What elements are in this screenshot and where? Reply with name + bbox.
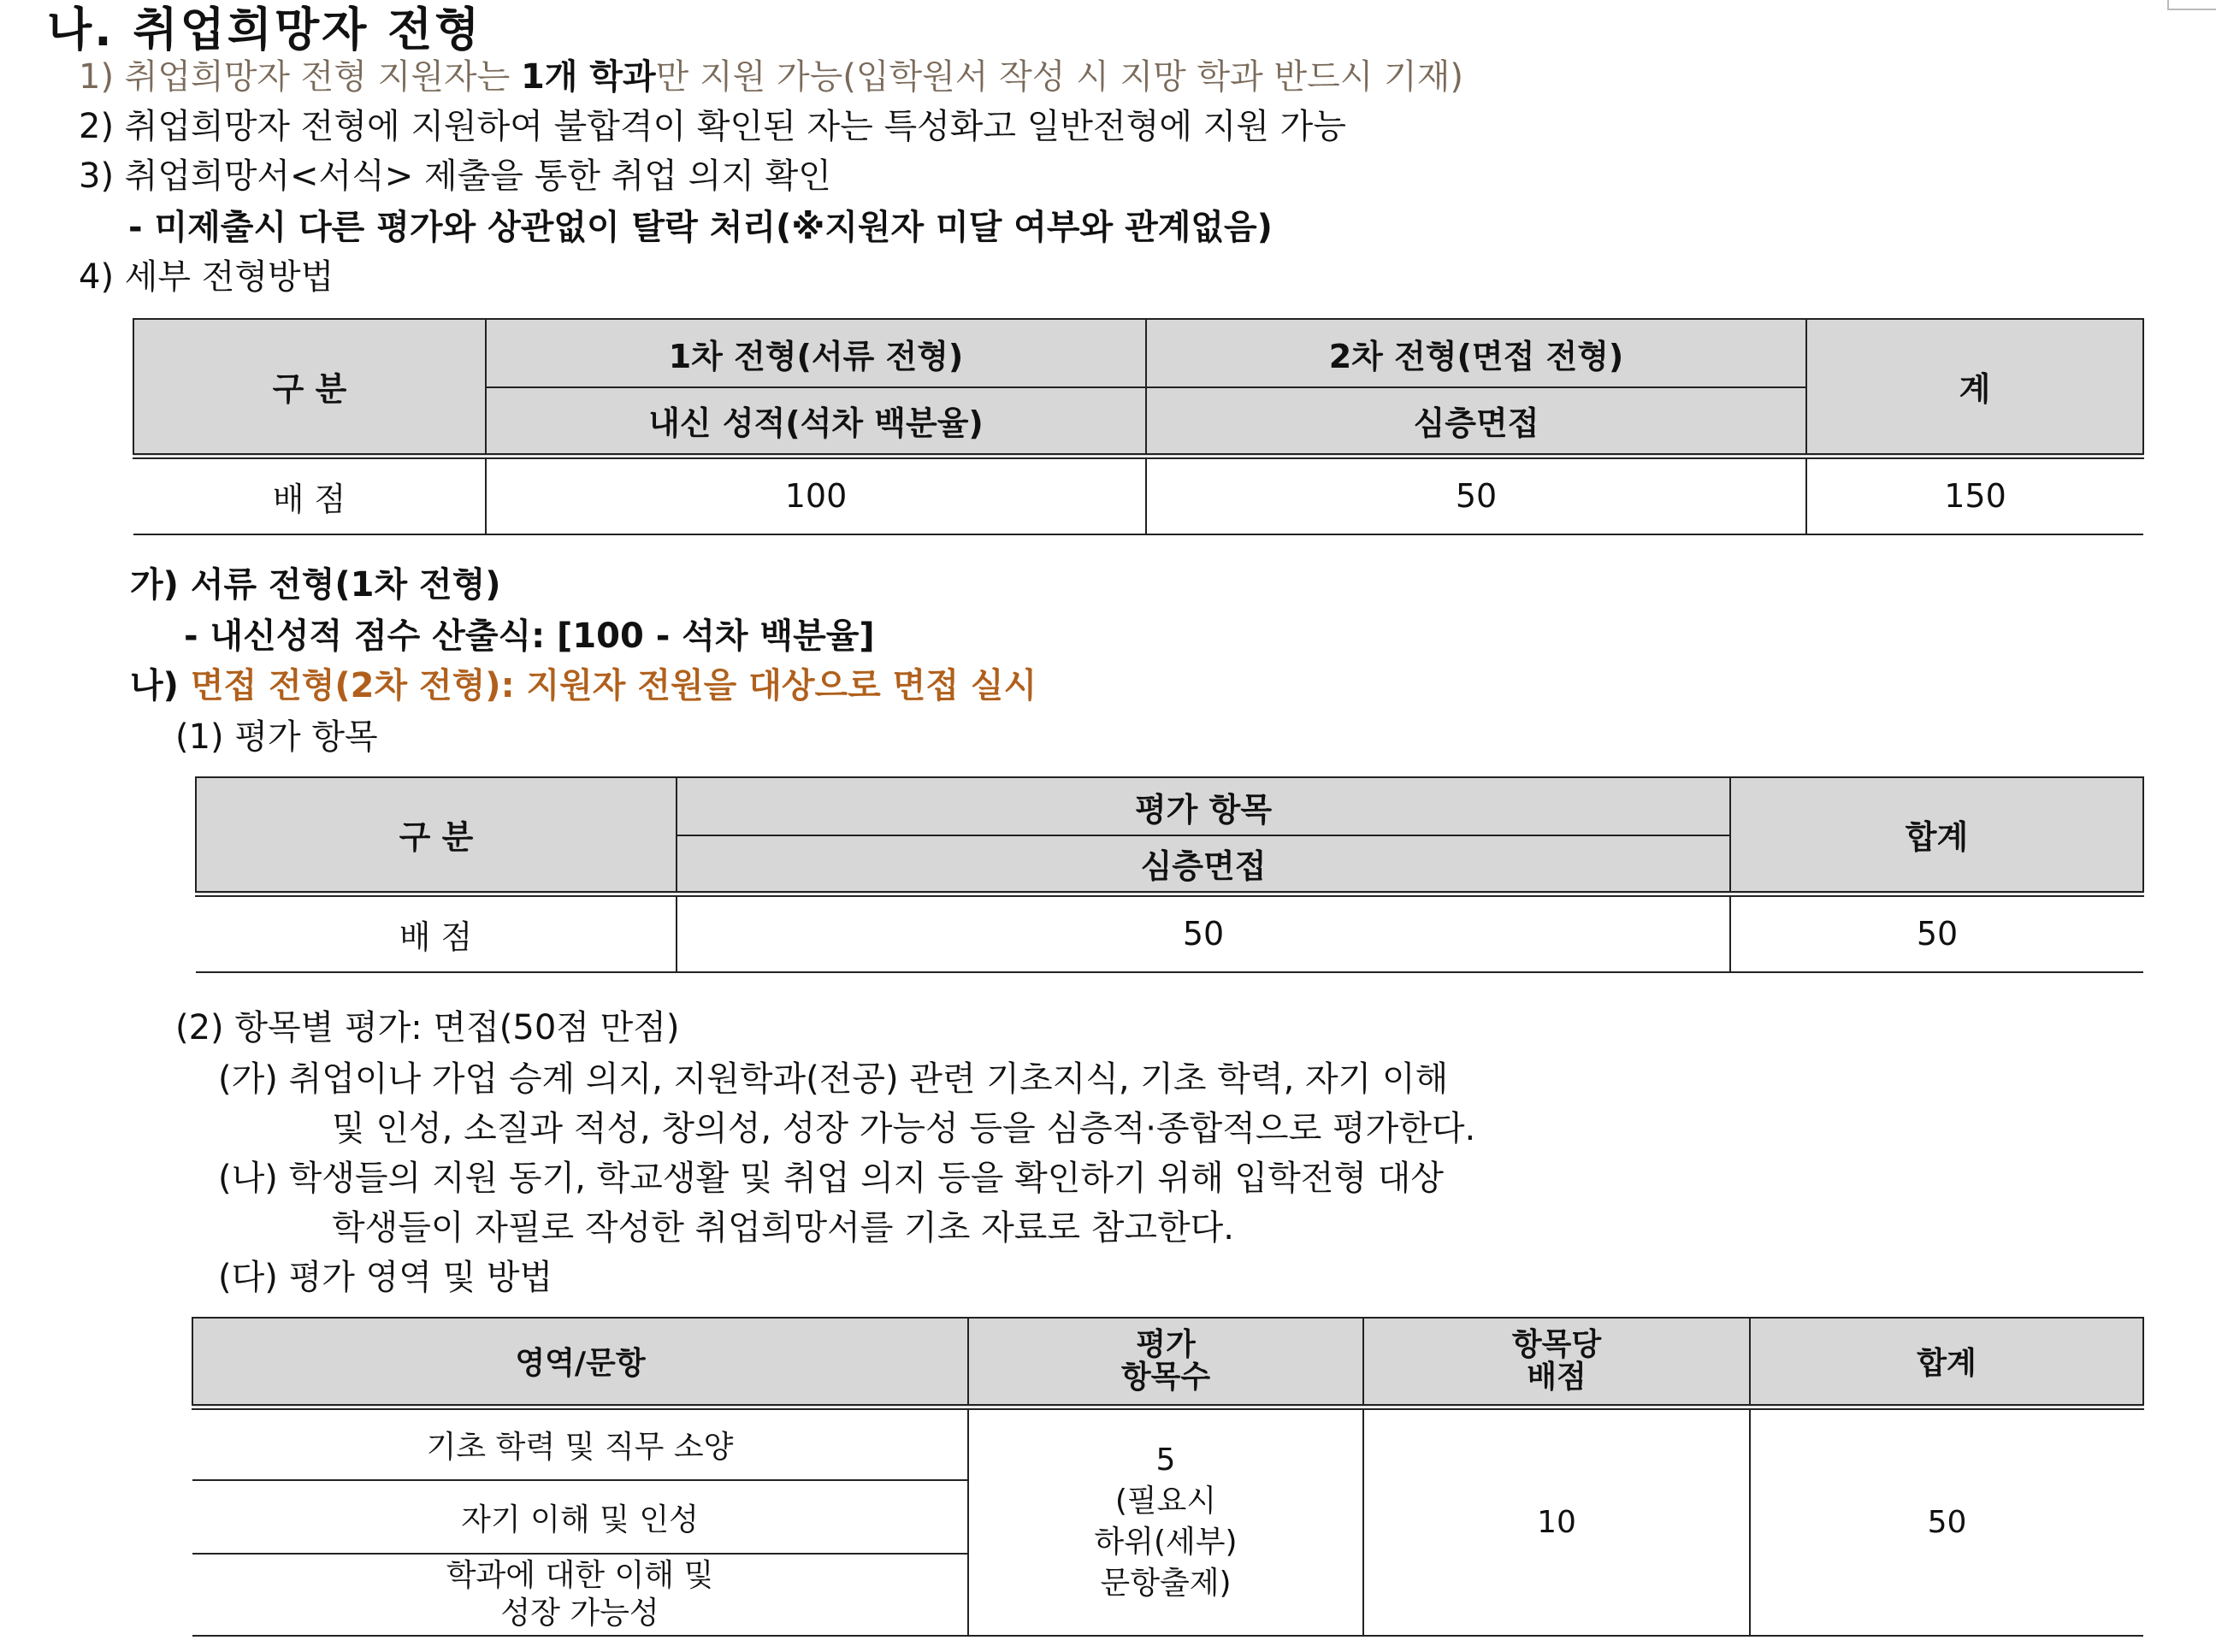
- item-3: 3) 취업희망서<서식> 제출을 통한 취업 의지 확인: [79, 156, 831, 196]
- t2-header-item: 평가 항목: [677, 777, 1730, 835]
- t3-count-2: (필요시: [1114, 1484, 1217, 1519]
- t3-count-1: 5: [1155, 1443, 1176, 1478]
- t3-header-per-2: 배점: [1527, 1359, 1587, 1395]
- t3-count-3: 하위(세부): [1094, 1525, 1238, 1561]
- t1-header-first: 1차 전형(서류 전형): [486, 319, 1146, 387]
- t3-per-cell: 10: [1363, 1407, 1750, 1636]
- t1-header-first-sub: 내신 성적(석차 백분율): [486, 387, 1146, 456]
- item-1-bold: 1개 학과: [520, 57, 656, 97]
- table-evaluation-areas: [192, 1317, 2144, 1637]
- na-prefix: 나): [130, 666, 191, 705]
- t1-header-second: 2차 전형(면접 전형): [1146, 319, 1806, 387]
- eval-title: (2) 항목별 평가: 면접(50점 만점): [175, 1008, 680, 1047]
- eval-ga-line2: 및 인성, 소질과 적성, 창의성, 성장 가능성 등을 심층적·종합적으로 평가한다.: [332, 1109, 1476, 1148]
- table-evaluation-items: [195, 776, 2144, 973]
- t3-header-per: [1363, 1318, 1750, 1407]
- t3-row-2: 자기 이해 및 인성: [192, 1480, 968, 1554]
- t3-header-count-1: 평가: [1136, 1326, 1196, 1362]
- item-1: [79, 50, 1463, 98]
- t3-header-per-1: 항목당: [1511, 1326, 1602, 1362]
- t3-total-cell: 50: [1750, 1407, 2143, 1636]
- t2-header-item-sub: 심층면접: [677, 835, 1730, 894]
- t1-header-second-sub: 심층면접: [1146, 387, 1806, 456]
- t2-row-value: 50: [677, 894, 1730, 972]
- eval-na-line2: 학생들이 자필로 작성한 취업희망서를 기초 자료로 참고한다.: [332, 1208, 1235, 1248]
- t1-row-label: 배 점: [133, 456, 486, 534]
- t1-header-total: 계: [1806, 319, 2143, 456]
- t3-row-1: 기초 학력 및 직무 소양: [192, 1407, 968, 1480]
- t2-header-division: 구 분: [196, 777, 677, 894]
- item-4: 4) 세부 전형방법: [79, 257, 334, 297]
- t3-count-cell: [968, 1407, 1363, 1636]
- t3-count-4: 문항출제): [1100, 1566, 1232, 1602]
- eval-ga-line1: (가) 취업이나 가업 승계 의지, 지원학과(전공) 관련 기초지식, 기초 학력, 자기 이해: [218, 1059, 1449, 1099]
- page-corner-mark: [2167, 0, 2216, 10]
- section-heading: 나. 취업희망자 전형: [47, 3, 482, 56]
- na-sub1: (1) 평가 항목: [175, 717, 378, 757]
- t2-row-label: 배 점: [196, 894, 677, 972]
- ga-formula: - 내신성적 점수 산출식: [100 - 석차 백분율]: [184, 617, 875, 656]
- table-screening-method: [133, 318, 2144, 535]
- t2-header-total: 합계: [1730, 777, 2143, 894]
- item-3-sub: - 미제출시 다른 평가와 상관없이 탈락 처리(※지원자 미달 여부와 관계없음): [128, 208, 1273, 247]
- t1-header-division: 구 분: [133, 319, 486, 456]
- item-1-post: 만 지원 가능(입학원서 작성 시 지망 학과 반드시 기재): [655, 57, 1464, 97]
- t3-header-count-2: 항목수: [1120, 1359, 1211, 1395]
- t1-row-total: 150: [1806, 456, 2143, 534]
- na-heading: [130, 658, 1037, 707]
- t3-row-3: [192, 1554, 968, 1636]
- t3-row-3-line2: 성장 가능성: [500, 1596, 659, 1631]
- t3-header-area: 영역/문항: [192, 1318, 968, 1407]
- eval-da: (다) 평가 영역 및 방법: [218, 1258, 553, 1297]
- t1-row-second: 50: [1146, 456, 1806, 534]
- ga-title: 가) 서류 전형(1차 전형): [130, 565, 501, 605]
- t3-header-count: [968, 1318, 1363, 1407]
- t2-row-total: 50: [1730, 894, 2143, 972]
- t1-row-first: 100: [486, 456, 1146, 534]
- na-title: 면접 전형(2차 전형): 지원자 전원을 대상으로 면접 실시: [190, 666, 1037, 705]
- t3-header-total: 합계: [1750, 1318, 2143, 1407]
- eval-na-line1: (나) 학생들의 지원 동기, 학교생활 및 취업 의지 등을 확인하기 위해 입학전형 대상: [218, 1159, 1444, 1198]
- item-2: 2) 취업희망자 전형에 지원하여 불합격이 확인된 자는 특성화고 일반전형에 지원 가능: [79, 107, 1346, 146]
- item-1-pre: 1) 취업희망자 전형 지원자는: [79, 57, 521, 97]
- t3-row-3-line1: 학과에 대한 이해 및: [446, 1558, 714, 1593]
